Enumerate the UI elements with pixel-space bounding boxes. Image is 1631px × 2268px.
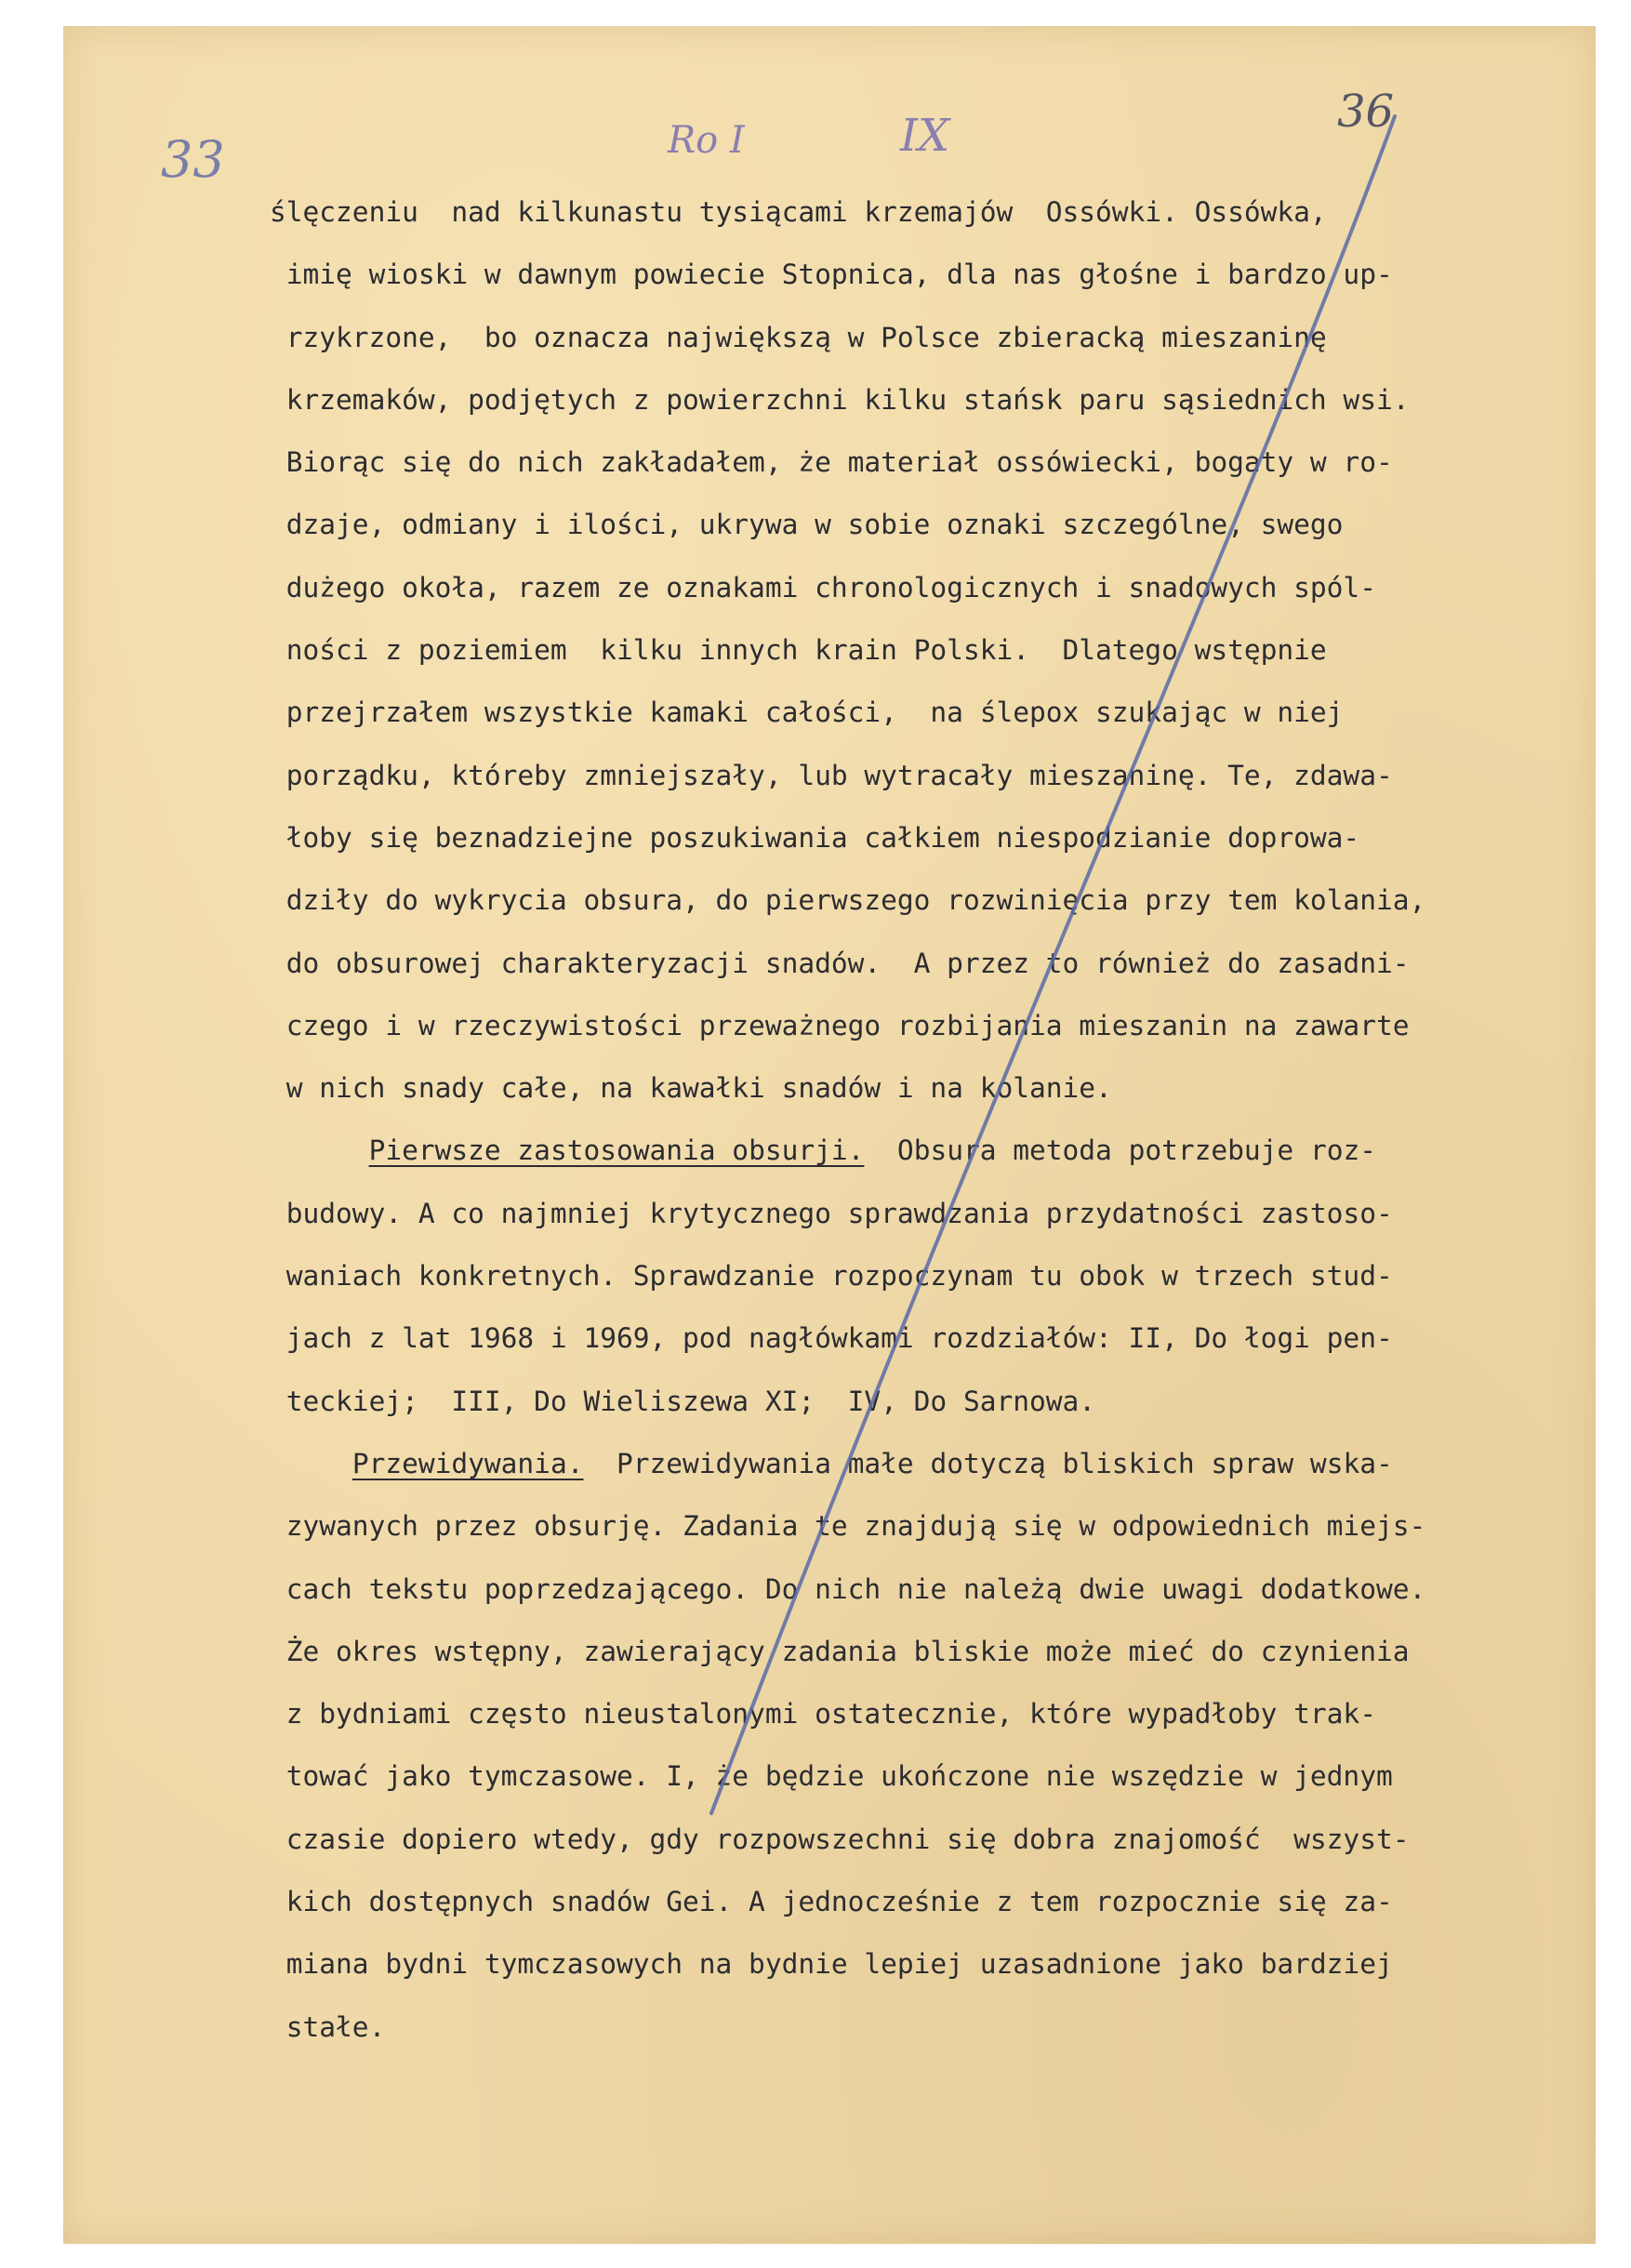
text-line: do obsurowej charakteryzacji snadów. A przez to również do zasadni- [270,947,1410,979]
text-line: przejrzałem wszystkie kamaki całości, na ślepox szukając w niej [270,696,1344,729]
text-line: ślęczeniu nad kilkunastu tysiącami krzemajów Ossówki. Ossówka, [270,196,1327,228]
text-line: dużego okoła, razem ze oznakami chronologicznych i snadowych spól- [270,571,1376,603]
archive-mark: Ro I [668,119,745,162]
paragraph-first-line [270,1433,1581,1495]
text-line: miana bydni tymczasowych na bydnie lepiej uzasadnione jako bardziej [270,1948,1393,1981]
text-line: imię wioski w dawnym powiecie Stopnica, dla nas głośne i bardzo up- [270,259,1393,291]
text-line: waniach konkretnych. Sprawdzanie rozpoczynam tu obok w trzech stud- [270,1260,1393,1293]
text-line: z bydniami często nieustalonymi ostatecznie, które wypadłoby trak- [270,1698,1376,1731]
section-heading-obsura: Pierwsze zastosowania obsurji. [368,1134,865,1167]
text-line: w nich snady całe, na kawałki snadów i na kolanie. [270,1072,1112,1105]
text-line: tować jako tymczasowe. I, że będzie ukończone nie wszędzie w jednym [270,1760,1393,1793]
text-line: jach z lat 1968 i 1969, pod nagłówkami rozdziałów: II, Do łogi pen- [270,1322,1393,1355]
roman-numeral-mark: IX [900,110,950,162]
text-line: czasie dopiero wtedy, gdy rozpowszechni się dobra znajomość wszyst- [270,1823,1410,1855]
section-heading-przewidywania: Przewidywania. [351,1447,584,1479]
paragraph-first-line [270,1120,1581,1182]
text-line: dzaje, odmiany i ilości, ukrywa w sobie oznaki szczególne, swego [270,509,1344,541]
text-line: krzemaków, podjętych z powierzchni kilku stańsk paru sąsiednich wsi. [270,383,1410,416]
folio-number-right: 36 [1337,86,1395,138]
text-line: rzykrzone, bo oznacza największą w Polsce zbieracką mieszaninę [270,321,1327,353]
text-line: Że okres wstępny, zawierający zadania bliskie może mieć do czynienia [270,1635,1410,1667]
text-line: stałe. [270,2010,386,2043]
typewritten-text [270,181,1581,2059]
text-line: dziły do wykrycia obsura, do pierwszego rozwinięcia przy tem kolania, [270,884,1426,917]
text-line: łoby się beznadziejne poszukiwania całkiem niespodzianie doprowa- [270,821,1360,854]
folio-number-left: 33 [161,130,225,189]
text-line: Biorąc się do nich zakładałem, że materiał ossówiecki, bogaty w ro- [270,446,1393,479]
text-line: ności z poziemiem kilku innych krain Polski. Dlatego wstępnie [270,634,1327,667]
text-line: budowy. A co najmniej krytycznego sprawdzania przydatności zastoso- [270,1197,1393,1229]
text-line: kich dostępnych snadów Gei. A jednocześnie z tem rozpocznie się za- [270,1886,1393,1918]
text-line-rest: Przewidywania małe dotyczą bliskich spraw wska- [583,1447,1393,1479]
text-line: zywanych przez obsurję. Zadania te znajdują się w odpowiednich miejs- [270,1510,1426,1543]
text-line-rest: Obsura metoda potrzebuje roz- [864,1134,1376,1167]
text-line: czego i w rzeczywistości przeważnego rozbijania mieszanin na zawarte [270,1009,1410,1041]
text-line: porządku, któreby zmniejszały, lub wytracały mieszaninę. Te, zdawa- [270,759,1393,791]
text-line: cach tekstu poprzedzającego. Do nich nie należą dwie uwagi dodatkowe. [270,1572,1426,1605]
text-line: teckiej; III, Do Wieliszewa XI; IV, Do Sarnowa. [270,1385,1096,1417]
